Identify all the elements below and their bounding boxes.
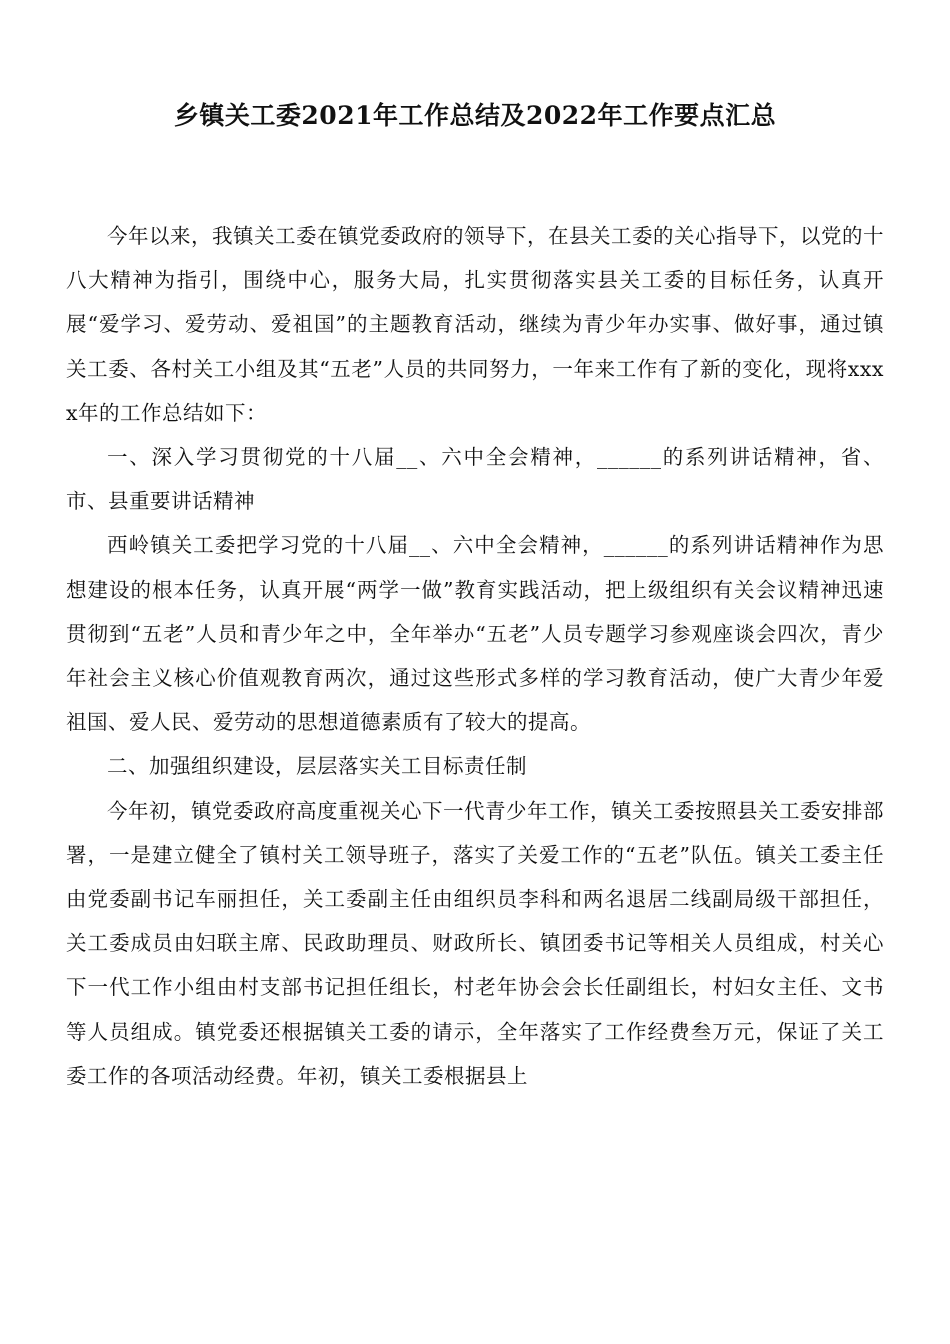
document-body (66, 214, 884, 1098)
section-heading-2: 二、加强组织建设，层层落实关工目标责任制 (107, 754, 527, 779)
paragraph-organization: 今年初，镇党委政府高度重视关心下一代青少年工作，镇关工委按照县关工委安排部署，一是建立健全了镇村关工领导班子，落实了关爱工作的“五老”队伍。镇关工委主任由党委副书记车丽担任，关工委副主任由组织员李科和两名退居二线副局级干部担任，关工委成员由妇联主席、民政助理员、财政所长、镇团委书记等相关人员组成，村关心下一代工作小组由村支部书记担任组长，村老年协会会长任副组长，村妇女主任、文书等人员组成。镇党委还根据镇关工委的请示，全年落实了工作经费叁万元，保证了关工委工作的各项活动经费。年初，镇关工委根据县上 (66, 798, 884, 1088)
paragraph-study: 西岭镇关工委把学习党的十八届__、六中全会精神，______的系列讲话精神作为思想建设的根本任务，认真开展“两学一做”教育实践活动，把上级组织有关会议精神迅速贯彻到“五老”人员和青少年之中，全年举办“五老”人员专题学习参观座谈会四次，青少年社会主义核心价值观教育两次，通过这些形式多样的学习教育活动，使广大青少年爱祖国、爱人民、爱劳动的思想道德素质有了较大的提高。 (66, 533, 884, 735)
document-title: 乡镇关工委2021年工作总结及2022年工作要点汇总 (173, 101, 777, 130)
paragraph-intro: 今年以来，我镇关工委在镇党委政府的领导下，在县关工委的关心指导下，以党的十八大精神为指引，围绕中心，服务大局，扎实贯彻落实县关工委的目标任务，认真开展“爱学习、爱劳动、爱祖国”的主题教育活动，继续为青少年办实事、做好事，通过镇关工委、各村关工小组及其“五老”人员的共同努力，一年来工作有了新的变化，现将xxxx年的工作总结如下： (66, 224, 884, 425)
section-heading-1: 一、深入学习贯彻党的十八届__、六中全会精神，______的系列讲话精神，省、市、县重要讲话精神 (66, 445, 884, 514)
